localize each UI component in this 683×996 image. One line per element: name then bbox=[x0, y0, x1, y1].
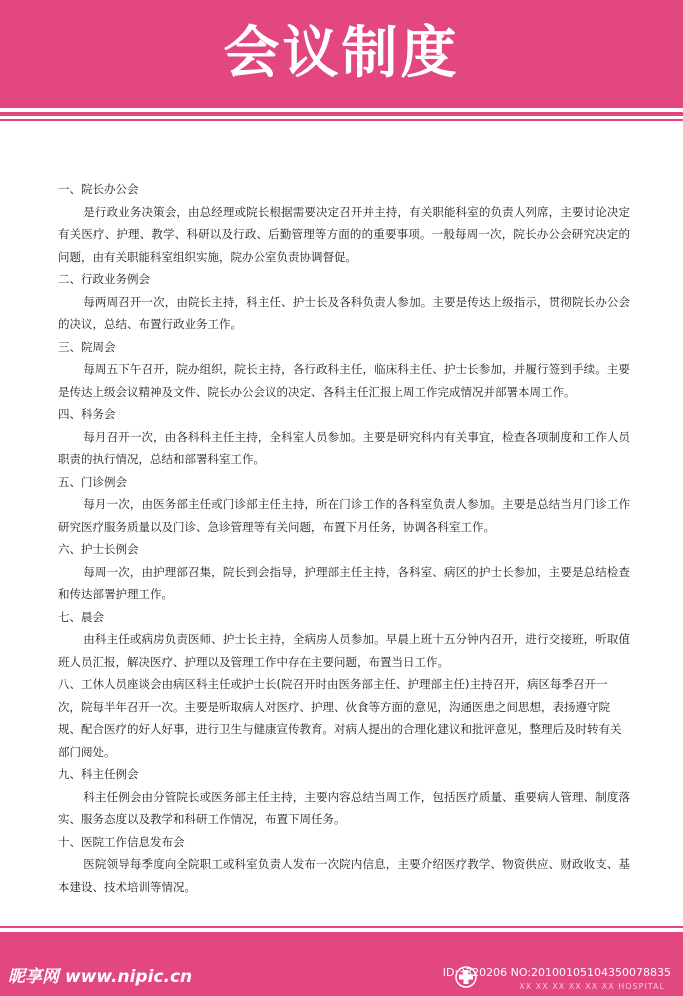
header-divider bbox=[0, 112, 683, 116]
section-heading: 十、医院工作信息发布会 bbox=[58, 834, 185, 849]
section-heading: 七、晨会 bbox=[58, 609, 104, 624]
footer-divider bbox=[0, 926, 683, 928]
watermark-logo-text: 昵享网 bbox=[8, 967, 59, 987]
section-body: 医院领导每季度向全院职工或科室负责人发布一次院内信息，主要介绍医疗教学、物资供应、财政收支、基本建设、技术培训等情况。 bbox=[58, 857, 630, 894]
section-heading: 二、行政业务例会 bbox=[58, 272, 150, 286]
section-heading: 八、工休人员座谈会由病区科主任或护士长(院召开时由医务部主任、护理部主任)主持召开，病区每季召开一次，院每半年召开一次。主要是听取病人对医疗、护理、伙食等方面的意见，沟通医患之间思想，表扬遵守院规、配合医疗的好人好事，进行卫生与健康宣传教育。对病人提出的合理化建议和批评意见，整理后及时转有关部门阅处。 bbox=[58, 677, 622, 759]
section-body: 每月召开一次，由各科科主任主持，全科室人员参加。主要是研究科内有关事宜，检查各项制度和工作人员职责的执行情况，总结和部署科室工作。 bbox=[58, 429, 630, 466]
section-body: 每周一次，由护理部召集，院长到会指导，护理部主任主持，各科室、病区的护士长参加，主要是总结检查和传达部署护理工作。 bbox=[58, 564, 630, 601]
section-heading: 一、院长办公会 bbox=[58, 182, 139, 196]
page-title: 会议制度 bbox=[223, 21, 460, 86]
section-heading: 三、院周会 bbox=[58, 339, 116, 354]
watermark-id: ID:3320206 NO:20100105104350078835 bbox=[442, 966, 671, 979]
section-heading: 九、科主任例会 bbox=[58, 767, 139, 781]
section-heading: 五、门诊例会 bbox=[58, 474, 127, 489]
section-body: 每周五下午召开，院办组织，院长主持，各行政科主任，临床科主任、护士长参加，并履行签到手续。主要是传达上级会议精神及文件、院长办公会议的决定、各科主任汇报上周工作完成情况并部署本周工作。 bbox=[58, 362, 630, 399]
section-body: 由科主任或病房负责医师、护士长主持，全病房人员参加。早晨上班十五分钟内召开，进行交接班，听取值班人员汇报，解决医疗、护理以及管理工作中存在主要问题，布置当日工作。 bbox=[58, 632, 630, 669]
watermark-site: www.nipic.cn bbox=[65, 967, 193, 987]
section-heading: 四、科务会 bbox=[58, 407, 116, 421]
section-body: 科主任例会由分管院长或医务部主任主持，主要内容总结当周工作，包括医疗质量、重要病人管理、制度落实、服务态度以及教学和科研工作情况，布置下周任务。 bbox=[58, 789, 630, 826]
section-body: 是行政业务决策会，由总经理或院长根据需要决定召开并主持，有关职能科室的负责人列席，主要讨论决定有关医疗、护理、教学、科研以及行政、后勤管理等方面的的重要事项。一般每周一次，院长办公会研究决定的问题，由有关职能科室组织实施，院办公室负责协调督促。 bbox=[58, 204, 630, 264]
section-body: 每两周召开一次，由院长主持，科主任、护士长及各科负责人参加。主要是传达上级指示，贯彻院长办公会的决议，总结、布置行政业务工作。 bbox=[58, 294, 630, 331]
document-body bbox=[58, 178, 630, 898]
section-heading: 六、护士长例会 bbox=[58, 542, 139, 556]
header-divider-thin bbox=[0, 119, 683, 121]
watermark-logo bbox=[8, 962, 192, 987]
watermark-hospital: XX XX XX XX XX XX HOSPITAL bbox=[519, 982, 665, 991]
section-body: 每月一次，由医务部主任或门诊部主任主持，所在门诊工作的各科室负责人参加。主要是总结当月门诊工作研究医疗服务质量以及门诊、急诊管理等有关问题，布置下月任务，协调各科室工作。 bbox=[58, 497, 630, 534]
